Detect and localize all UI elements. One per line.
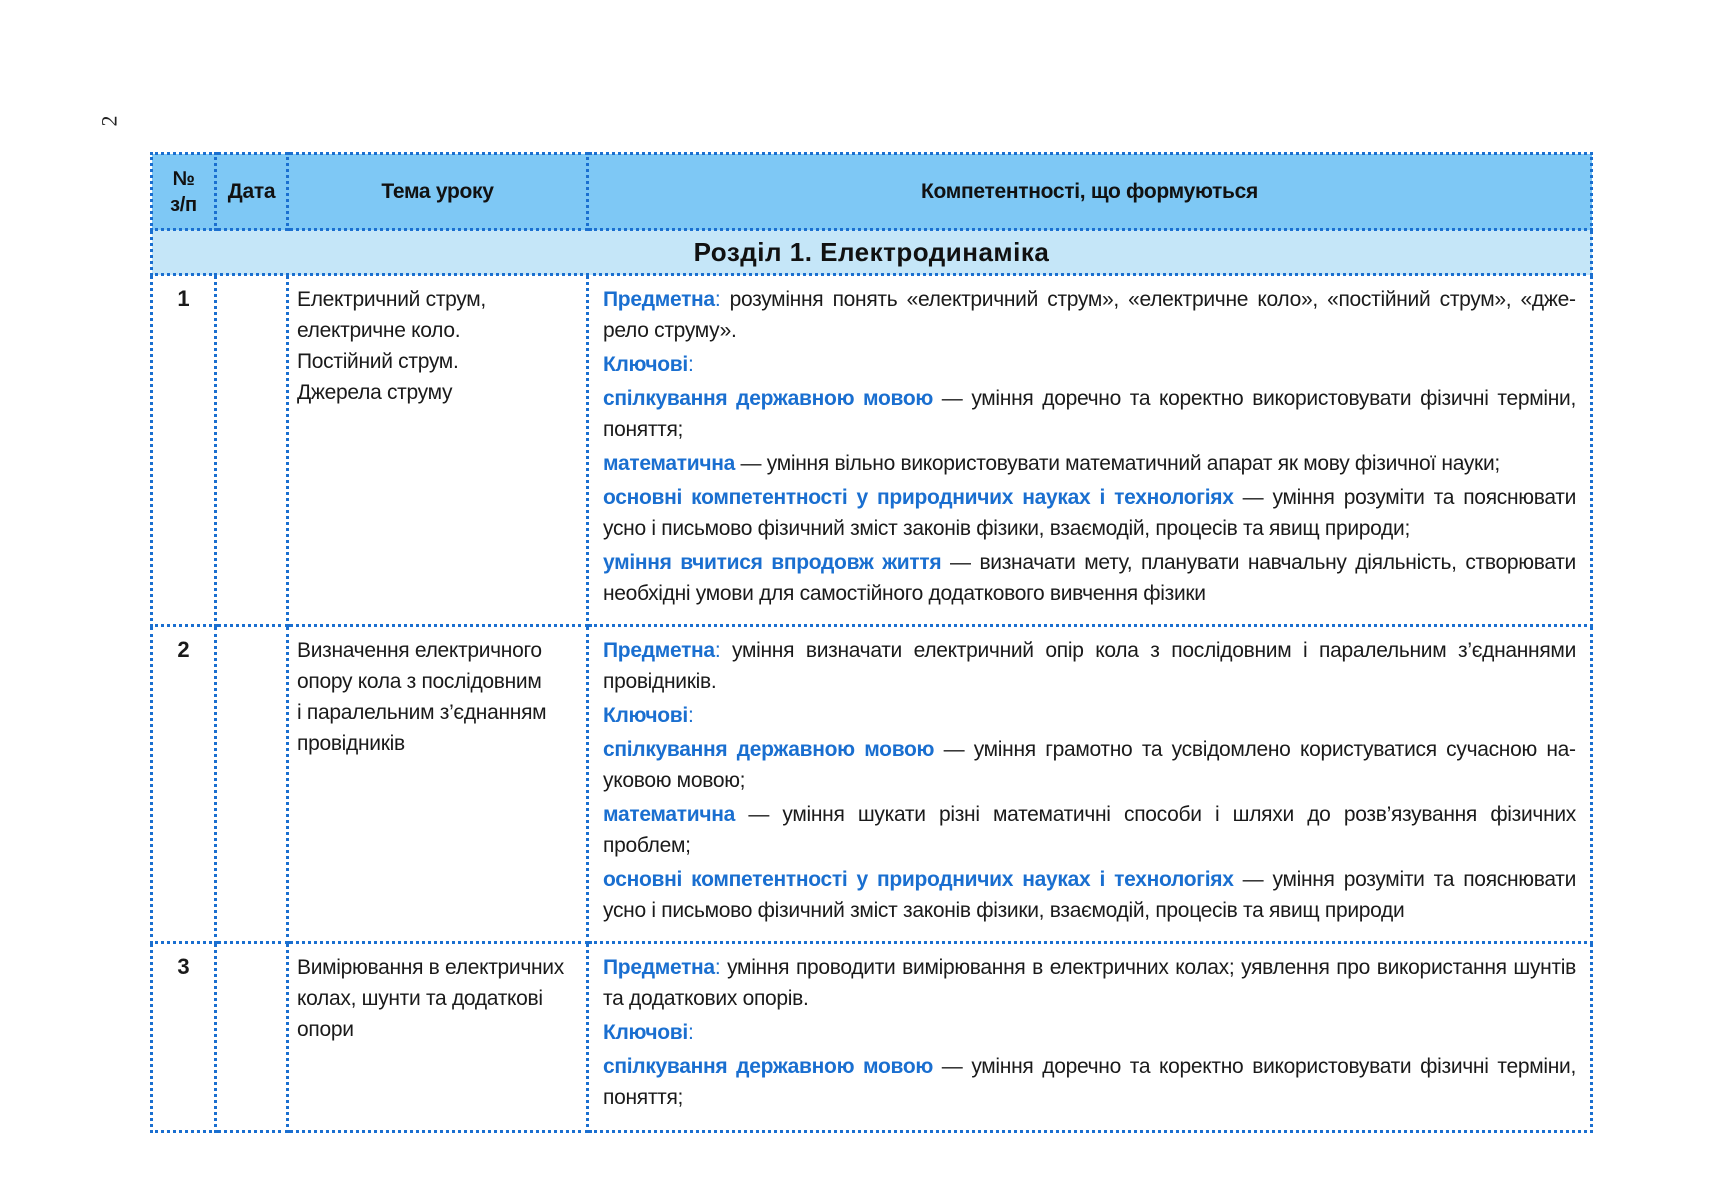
topic-line: Визначення електричного — [297, 639, 542, 662]
key-label: Ключові — [603, 1021, 688, 1044]
competence-label: уміння вчитися впродовж життя — [603, 551, 942, 574]
competence-label: математична — [603, 803, 736, 826]
subject-label: Предметна — [603, 288, 715, 311]
header-competences: Компетентності, що формуються — [588, 154, 1592, 230]
row-num: 3 — [152, 943, 216, 1132]
row-topic — [288, 626, 588, 943]
row-competences — [588, 275, 1592, 626]
row-competences — [588, 943, 1592, 1132]
topic-line: опори — [297, 1018, 354, 1041]
key-competences-heading: Ключові: — [603, 353, 694, 376]
competence-item — [603, 448, 1576, 479]
competence-item — [603, 547, 1576, 609]
subject-competence: Предметна: розуміння понять «електричний струм», «електричне коло», «постійний струм», «джерело струму». — [603, 288, 1576, 342]
topic-line: опору кола з послідовним — [297, 670, 542, 693]
topic-line: Електричний струм, — [297, 288, 486, 311]
section-row — [152, 230, 1592, 275]
subject-label: Предметна — [603, 639, 715, 662]
subject-label: Предметна — [603, 956, 715, 979]
table-header-row — [152, 154, 1592, 230]
topic-line: і паралельним з’єднанням — [297, 701, 547, 724]
row-date — [216, 943, 288, 1132]
competence-item — [603, 482, 1576, 544]
competence-label: математична — [603, 452, 736, 475]
row-topic — [288, 943, 588, 1132]
subject-text: уміння визначати електричний опір кола з послідовним і паралельним з’єднаннями провідників. — [603, 639, 1576, 693]
row-num: 1 — [152, 275, 216, 626]
topic-line: Джерела струму — [297, 381, 453, 404]
row-date — [216, 626, 288, 943]
topic-line: Вимірювання в електричних — [297, 956, 564, 979]
competence-label: спілкування державною мовою — [603, 738, 935, 761]
topic-line: колах, шунти та додаткові — [297, 987, 543, 1010]
competence-label: основні компетентності у природничих науках і технологіях — [603, 486, 1234, 509]
competence-item — [603, 1051, 1576, 1113]
key-label: Ключові — [603, 704, 688, 727]
row-num: 2 — [152, 626, 216, 943]
topic-line: провідників — [297, 732, 405, 755]
competence-text: — визначати мету, планувати навчальну діяльність, створювати необхідні умови для самостійного додаткового вивчення фізики — [603, 551, 1576, 605]
competence-text: — уміння доречно та коректно використовувати фізичні терміни, поняття; — [603, 1055, 1576, 1109]
row-competences — [588, 626, 1592, 943]
section-title: Розділ 1. Електродинаміка — [152, 230, 1592, 275]
competence-item — [603, 864, 1576, 926]
subject-competence: Предметна: уміння визначати електричний опір кола з послідовним і паралельним з’єднаннями провідників. — [603, 639, 1576, 693]
competence-label: основні компетентності у природничих науках і технологіях — [603, 868, 1234, 891]
topic-line: Постійний струм. — [297, 350, 459, 373]
subject-competence: Предметна: уміння проводити вимірювання в електричних колах; уявлення про використання шунтів та додаткових опорів. — [603, 956, 1576, 1010]
competence-text: — уміння доречно та коректно використовувати фізичні терміни, поняття; — [603, 387, 1576, 441]
curriculum-table — [150, 152, 1593, 1133]
page-number: 2 — [96, 115, 122, 127]
row-topic — [288, 275, 588, 626]
key-competences-heading: Ключові: — [603, 1021, 694, 1044]
competence-text: — уміння вільно використовувати математичний апарат як мову фізичної науки; — [735, 452, 1500, 475]
header-topic: Тема уроку — [288, 154, 588, 230]
key-competences-heading: Ключові: — [603, 704, 694, 727]
table-row — [152, 275, 1592, 626]
competence-text: — уміння розуміти та пояснювати усно і письмово фізичний зміст законів фізики, взаємодій, процесів та явищ природи — [603, 868, 1576, 922]
header-num-line2: з/п — [170, 193, 197, 216]
row-date — [216, 275, 288, 626]
curriculum-table-wrapper — [150, 152, 1590, 1109]
competence-label: спілкування державною мовою — [603, 1055, 933, 1078]
key-label: Ключові — [603, 353, 688, 376]
competence-item — [603, 734, 1576, 796]
subject-text: уміння проводити вимірювання в електричних колах; уявлення про використання шунтів та додаткових опорів. — [603, 956, 1576, 1010]
competence-item — [603, 383, 1576, 445]
header-date: Дата — [216, 154, 288, 230]
competence-text: — уміння грамотно та усвідомлено користуватися сучасною науковою мовою; — [603, 738, 1577, 792]
table-row — [152, 943, 1592, 1132]
table-row — [152, 626, 1592, 943]
competence-text: — уміння розуміти та пояснювати усно і письмово фізичний зміст законів фізики, взаємодій, процесів та явищ природи; — [603, 486, 1576, 540]
header-num — [152, 154, 216, 230]
header-num-line1: № — [172, 167, 195, 190]
subject-text: розуміння понять «електричний струм», «електричне коло», «постійний струм», «джерело струму». — [603, 288, 1576, 342]
topic-line: електричне коло. — [297, 319, 461, 342]
competence-item — [603, 799, 1576, 861]
competence-label: спілкування державною мовою — [603, 387, 933, 410]
competence-text: — уміння шукати різні математичні способи і шляхи до розв’язування фізичних проблем; — [603, 803, 1576, 857]
